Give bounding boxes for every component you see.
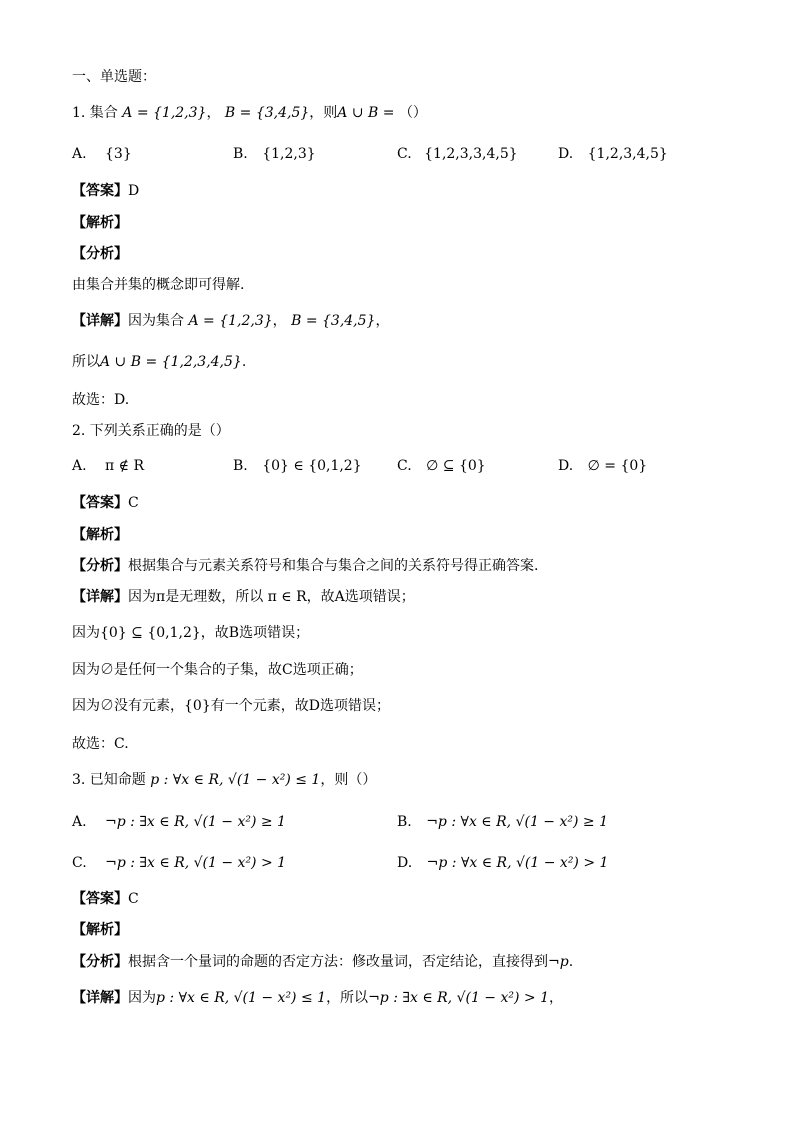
answer-value: D [128,183,140,199]
answer-tag: 【答案】 [72,891,128,907]
q1-stem [72,104,427,122]
answer-tag: 【答案】 [72,183,128,199]
q2-answer [72,494,139,512]
option-label: B. [233,146,248,162]
answer-value: C [128,891,139,907]
detail-pre: 因为 [72,625,100,641]
option-label: A. [72,814,87,830]
detail-tag: 【详解】 [72,990,128,1006]
q3-option-b [397,813,608,831]
q3-fenxi [72,953,573,971]
q2-option-a [72,457,144,475]
detail-expr-1: p : ∀x ∈ R, √(1 − x²) ≤ 1 [156,990,327,1006]
detail-pre: 因为π是无理数，所以 [128,589,264,605]
detail-pre: 因为 [128,990,156,1006]
q3-option-d [397,854,608,872]
option-label: D. [558,458,574,474]
option-text: ¬p : ∀x ∈ R, √(1 − x²) > 1 [426,855,609,871]
q2-option-c [397,457,486,475]
fenxi-end: . [568,954,574,970]
q3-stem-end: ，则（） [320,772,377,788]
q2-choose: 故选：C. [72,736,129,752]
q1-option-a [72,145,132,163]
option-text: ¬p : ∀x ∈ R, √(1 − x²) ≥ 1 [426,814,608,830]
detail-post: ，故A选项错误； [306,589,415,605]
q3-stem-pre: 3. 已知命题 [72,772,146,788]
option-text: {1,2,3} [262,146,316,162]
q1-fenxi-tag: 【分析】 [72,246,128,262]
section-title: 一、单选题： [72,69,156,85]
option-text: ∅ ⊆ {0} [426,458,486,474]
q1-answer [72,182,139,200]
option-label: D. [397,855,413,871]
option-label: C. [397,146,412,162]
q3-option-a [72,813,286,831]
q1-analysis-tag: 【解析】 [72,215,128,231]
q3-stem-expr: p : ∀x ∈ R, √(1 − x²) ≤ 1 [150,772,321,788]
answer-tag: 【答案】 [72,495,128,511]
q2-stem: 2. 下列关系正确的是（） [72,423,230,439]
q1-detail [72,312,389,330]
option-text: ∅ = {0} [587,458,648,474]
option-label: C. [397,458,412,474]
detail-set-a: A = {1,2,3} [188,313,273,329]
q2-detail-1 [72,588,415,606]
q2-option-d [558,457,647,475]
option-text: ¬p : ∃x ∈ R, √(1 − x²) ≥ 1 [105,814,286,830]
q1-fenxi-text: 由集合并集的概念即可得解. [72,277,245,293]
detail-expr-2: ¬p : ∃x ∈ R, √(1 − x²) > 1 [368,990,549,1006]
q3-option-c [72,854,286,872]
detail-end: ， [549,990,563,1006]
option-label: C. [72,855,87,871]
detail-end: ， [375,313,390,329]
q2-detail-2 [72,624,309,642]
q1-option-b [233,145,316,163]
q2-analysis-tag: 【解析】 [72,527,128,543]
detail-set-b: B = {3,4,5} [291,313,376,329]
option-text: π ∉ R [105,458,145,474]
q3-answer [72,890,139,908]
option-text: {0} ∈ {0,1,2} [262,458,362,474]
q1-sep: ， [206,105,221,121]
q3-detail [72,989,563,1007]
q2-detail-4: 因为∅没有元素，{0}有一个元素，故D选项错误； [72,698,390,714]
fenxi-tag: 【分析】 [72,954,128,970]
option-text: {3} [105,146,132,162]
q1-stem-post: ，则 [309,105,338,121]
so-expr: A ∪ B = {1,2,3,4,5} [100,354,242,370]
option-label: A. [72,458,87,474]
detail-sep: ， [272,313,287,329]
q1-stem-end: （） [398,105,427,121]
q1-option-d [558,145,668,163]
q1-expr: A ∪ B = [337,105,395,121]
q3-stem [72,771,376,789]
detail-pre: 因为集合 [128,313,184,329]
q2-option-b [233,457,362,475]
so-pre: 所以 [72,354,100,370]
fenxi-text: 根据集合与元素关系符号和集合与集合之间的关系符号得正确答案. [128,558,539,574]
fenxi-expr: ¬p [548,954,569,970]
q1-set-b: B = {3,4,5} [224,105,310,121]
answer-value: C [128,495,139,511]
detail-tag: 【详解】 [72,589,128,605]
q1-set-a: A = {1,2,3} [122,105,207,121]
option-label: B. [397,814,412,830]
option-text: {1,2,3,4,5} [587,146,668,162]
q1-stem-pre: 1. 集合 [72,105,118,121]
detail-expr: π ∈ R [267,589,307,605]
fenxi-text: 根据含一个量词的命题的否定方法：修改量词，否定结论，直接得到 [128,954,548,970]
option-text: ¬p : ∃x ∈ R, √(1 − x²) > 1 [105,855,287,871]
q2-detail-3: 因为∅是任何一个集合的子集，故C选项正确； [72,662,363,678]
q1-choose: 故选：D. [72,392,130,408]
so-end: . [241,354,247,370]
fenxi-tag: 【分析】 [72,558,128,574]
detail-expr: {0} ⊆ {0,1,2} [100,625,201,641]
detail-mid: ，所以 [326,990,369,1006]
option-text: {1,2,3,3,4,5} [424,146,518,162]
q2-fenxi [72,557,538,575]
q1-so [72,353,246,371]
q3-analysis-tag: 【解析】 [72,922,128,938]
detail-post: ，故B选项错误； [200,625,310,641]
option-label: A. [72,146,87,162]
option-label: B. [233,458,248,474]
q1-option-c [397,145,518,163]
detail-tag: 【详解】 [72,313,128,329]
option-label: D. [558,146,574,162]
